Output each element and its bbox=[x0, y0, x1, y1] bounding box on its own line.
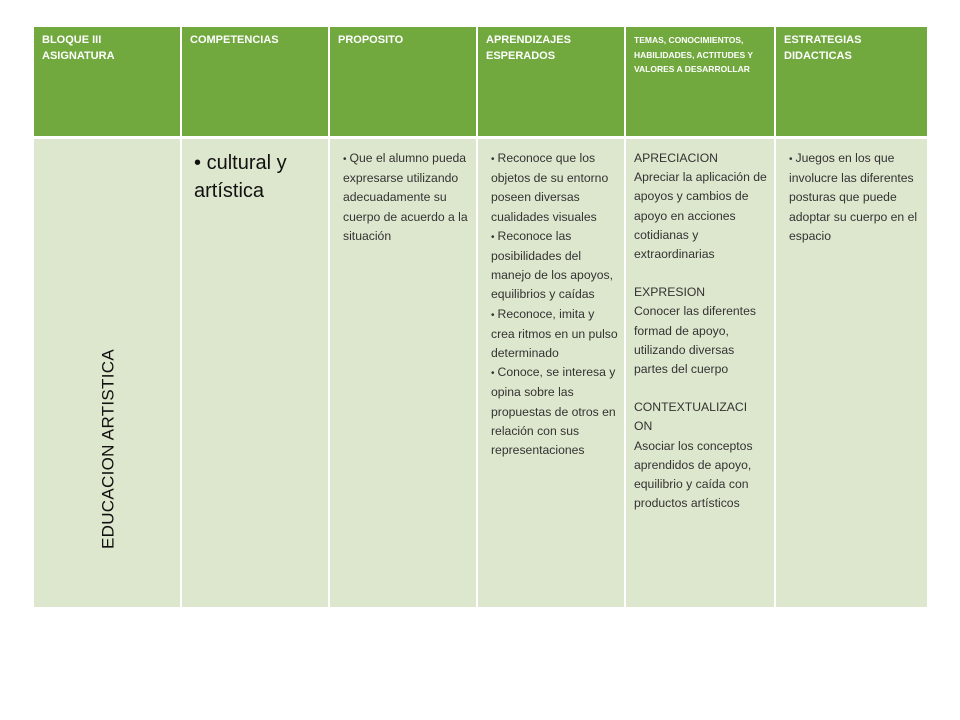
bullet-icon: • bbox=[194, 152, 202, 174]
bullet-icon: • bbox=[491, 231, 495, 243]
content-row bbox=[34, 139, 927, 609]
aprendizajes-cell bbox=[478, 139, 626, 609]
tema-title: APRECIACION bbox=[634, 151, 718, 165]
proposito-text: Que el alumno pueda expresarse utilizando adecuadamente su cuerpo de acuerdo a la situación bbox=[343, 151, 468, 243]
header-estrategias: ESTRATEGIAS DIDACTICAS bbox=[776, 27, 927, 139]
proposito-item bbox=[338, 149, 470, 246]
tema-title: CONTEXTUALIZACI ON bbox=[634, 400, 748, 434]
estrategia-text: Juegos en los que involucre las diferentes posturas que puede adoptar su cuerpo en el espacio bbox=[789, 151, 918, 243]
tema-text: Conocer las diferentes formad de apoyo, utilizando diversas partes del cuerpo bbox=[634, 304, 756, 377]
subject-label: EDUCACION ARTISTICA bbox=[98, 349, 118, 549]
list-item bbox=[486, 149, 618, 227]
tema-text: Apreciar la aplicación de apoyos y cambios de apoyo en acciones cotidianas y extraordinarias bbox=[634, 170, 767, 262]
header-proposito: PROPOSITO bbox=[330, 27, 478, 139]
estrategia-item bbox=[784, 149, 921, 246]
proposito-cell bbox=[330, 139, 478, 609]
temas-cell bbox=[626, 139, 776, 609]
aprendizaje-text: Reconoce, imita y crea ritmos en un pulso determinado bbox=[491, 306, 618, 361]
competencia-cell bbox=[182, 139, 330, 609]
aprendizaje-text: Reconoce que los objetos de su entorno poseen diversas cualidades visuales bbox=[491, 151, 609, 224]
header-bloque-asignatura: BLOQUE III ASIGNATURA bbox=[34, 27, 182, 139]
bullet-icon: • bbox=[789, 154, 793, 165]
competencia-item bbox=[190, 149, 322, 205]
header-competencias: COMPETENCIAS bbox=[182, 27, 330, 139]
tema-text: Asociar los conceptos aprendidos de apoyo, equilibrio y caída con productos artísticos bbox=[634, 438, 753, 511]
aprendizaje-text: Conoce, se interesa y opina sobre las propuestas de otros en relación con sus representaciones bbox=[491, 365, 616, 458]
tema-title: EXPRESION bbox=[634, 285, 706, 300]
bullet-icon: • bbox=[491, 368, 495, 380]
subject-cell bbox=[34, 139, 182, 609]
planning-table bbox=[34, 27, 927, 609]
list-item bbox=[486, 305, 618, 364]
aprendizaje-text: Reconoce las posibilidades del manejo de los apoyos, equilibrios y caídas bbox=[491, 228, 613, 302]
bullet-icon: • bbox=[491, 154, 495, 165]
header-temas: TEMAS, CONOCIMIENTOS, HABILIDADES, ACTITUDES Y VALORES A DESARROLLAR bbox=[626, 27, 776, 139]
header-row bbox=[34, 27, 927, 139]
bullet-icon: • bbox=[343, 154, 347, 165]
estrategias-cell bbox=[776, 139, 927, 609]
list-item bbox=[486, 363, 618, 460]
bullet-icon: • bbox=[491, 309, 495, 321]
competencia-text: cultural y artística bbox=[194, 152, 287, 202]
header-aprendizajes: APRENDIZAJES ESPERADOS bbox=[478, 27, 626, 139]
list-item bbox=[486, 227, 618, 305]
